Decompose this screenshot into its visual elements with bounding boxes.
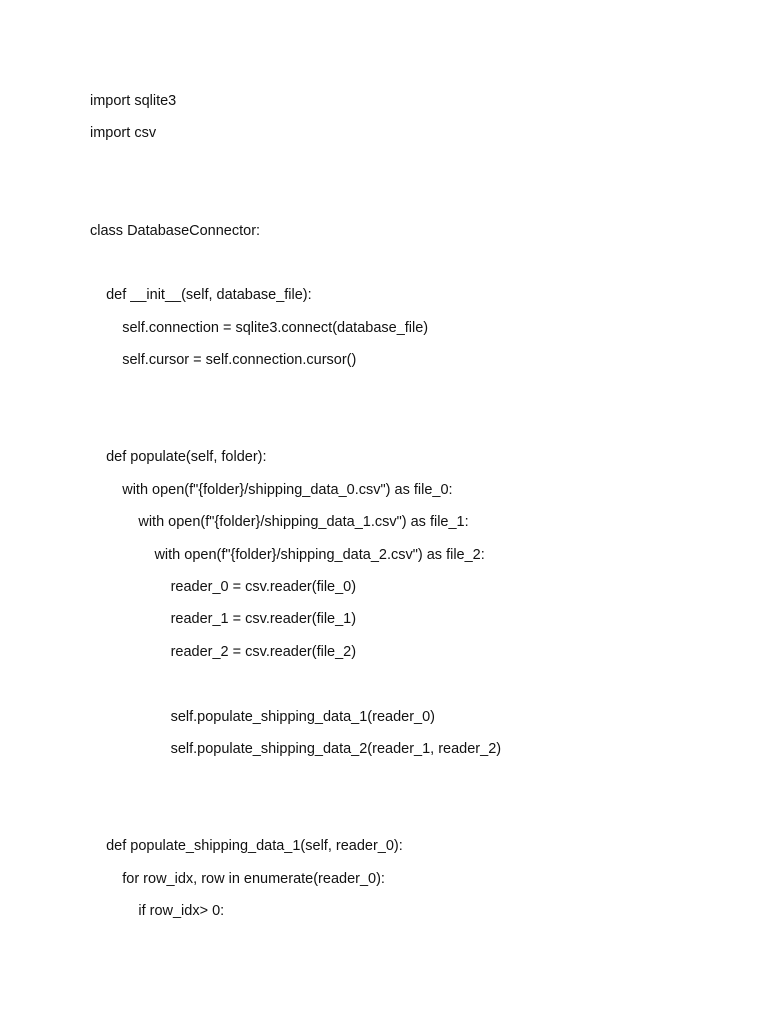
code-line: def populate_shipping_data_1(self, reader_0): bbox=[90, 838, 403, 855]
code-line: with open(f"{folder}/shipping_data_0.csv") as file_0: bbox=[90, 481, 453, 498]
code-line: reader_2 = csv.reader(file_2) bbox=[90, 643, 357, 660]
code-line: with open(f"{folder}/shipping_data_2.csv") as file_2: bbox=[90, 546, 485, 563]
code-line: import sqlite3 bbox=[90, 93, 177, 109]
code-line: self.cursor = self.connection.cursor() bbox=[90, 352, 357, 369]
code-line: def __init__(self, database_file): bbox=[90, 287, 312, 304]
code-line: def populate(self, folder): bbox=[90, 449, 267, 466]
code-line: with open(f"{folder}/shipping_data_1.csv") as file_1: bbox=[90, 514, 469, 531]
code-line: class DatabaseConnector: bbox=[90, 222, 261, 239]
code-line: self.populate_shipping_data_1(reader_0) bbox=[90, 708, 435, 725]
code-line: reader_1 = csv.reader(file_1) bbox=[90, 611, 357, 628]
code-line: reader_0 = csv.reader(file_0) bbox=[90, 579, 357, 595]
code-line: if row_idx> 0: bbox=[90, 903, 225, 919]
code-line: for row_idx, row in enumerate(reader_0): bbox=[90, 870, 385, 887]
code-line: self.populate_shipping_data_2(reader_1, reader_2) bbox=[90, 741, 502, 757]
code-line: import csv bbox=[90, 125, 157, 142]
code-line: self.connection = sqlite3.connect(database_file) bbox=[90, 319, 429, 336]
